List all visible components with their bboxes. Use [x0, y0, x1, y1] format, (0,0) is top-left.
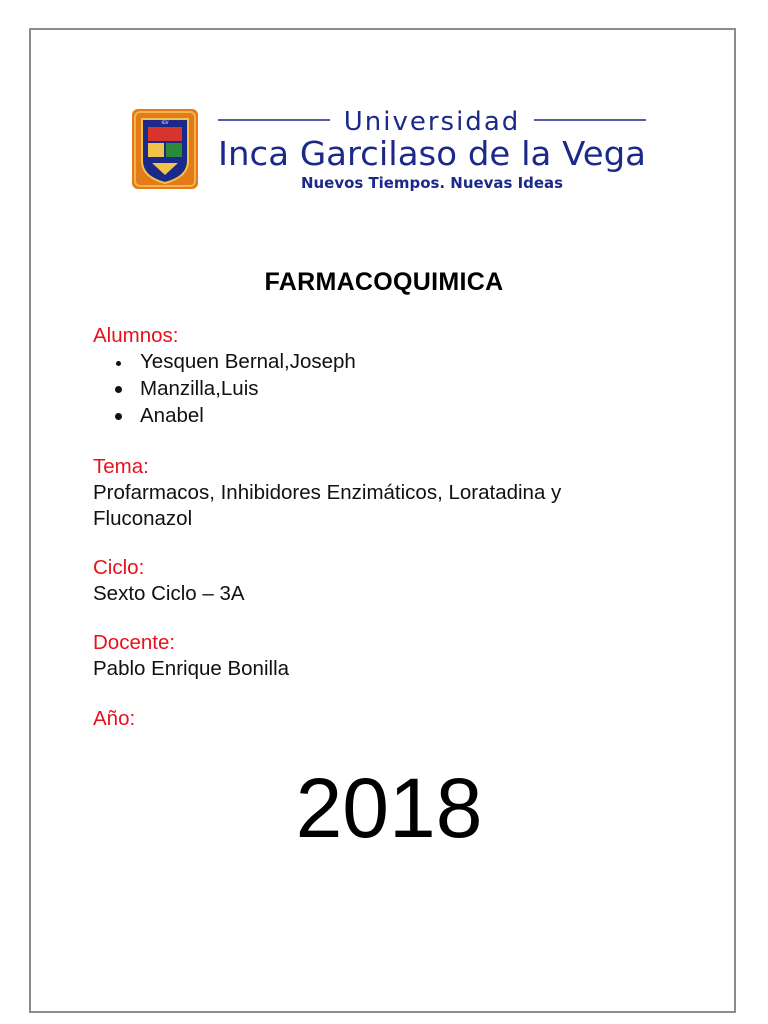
docente-label: Docente: [93, 631, 176, 654]
anio-label: Año: [93, 707, 136, 730]
docente-section [93, 630, 289, 682]
ciclo-value: Sexto Ciclo – 3A [93, 582, 245, 605]
university-seal-icon [132, 109, 198, 189]
year-value: 2018 [295, 761, 483, 855]
svg-text:IGV: IGV [161, 120, 169, 125]
alumnos-label: Alumnos: [93, 324, 179, 347]
bullet-icon [116, 361, 121, 366]
student-name: Anabel [140, 404, 204, 427]
list-item [93, 376, 356, 403]
tema-section [93, 454, 561, 532]
document-title: FARMACOQUIMICA [264, 268, 504, 296]
university-logo-graphic [130, 105, 650, 195]
student-name: Manzilla,Luis [140, 377, 259, 400]
logo-universidad-text: Universidad [343, 107, 521, 137]
ciclo-section [93, 555, 245, 607]
list-item [93, 403, 356, 430]
anio-section [93, 706, 135, 732]
tema-label: Tema: [93, 455, 149, 478]
bullet-icon [115, 413, 122, 420]
students-list [93, 349, 356, 430]
tema-value-line1: Profarmacos, Inhibidores Enzimáticos, Loratadina y [93, 481, 562, 504]
alumnos-section [93, 323, 356, 430]
student-name: Yesquen Bernal,Joseph [140, 350, 356, 373]
docente-value: Pablo Enrique Bonilla [93, 657, 290, 680]
university-logo [130, 105, 650, 195]
logo-slogan: Nuevos Tiempos. Nuevas Ideas [301, 174, 564, 192]
ciclo-label: Ciclo: [93, 556, 145, 579]
bullet-icon [115, 386, 122, 393]
list-item [93, 349, 356, 376]
logo-university-name: Inca Garcilaso de la Vega [218, 134, 646, 173]
tema-value-line2: Fluconazol [93, 507, 193, 530]
